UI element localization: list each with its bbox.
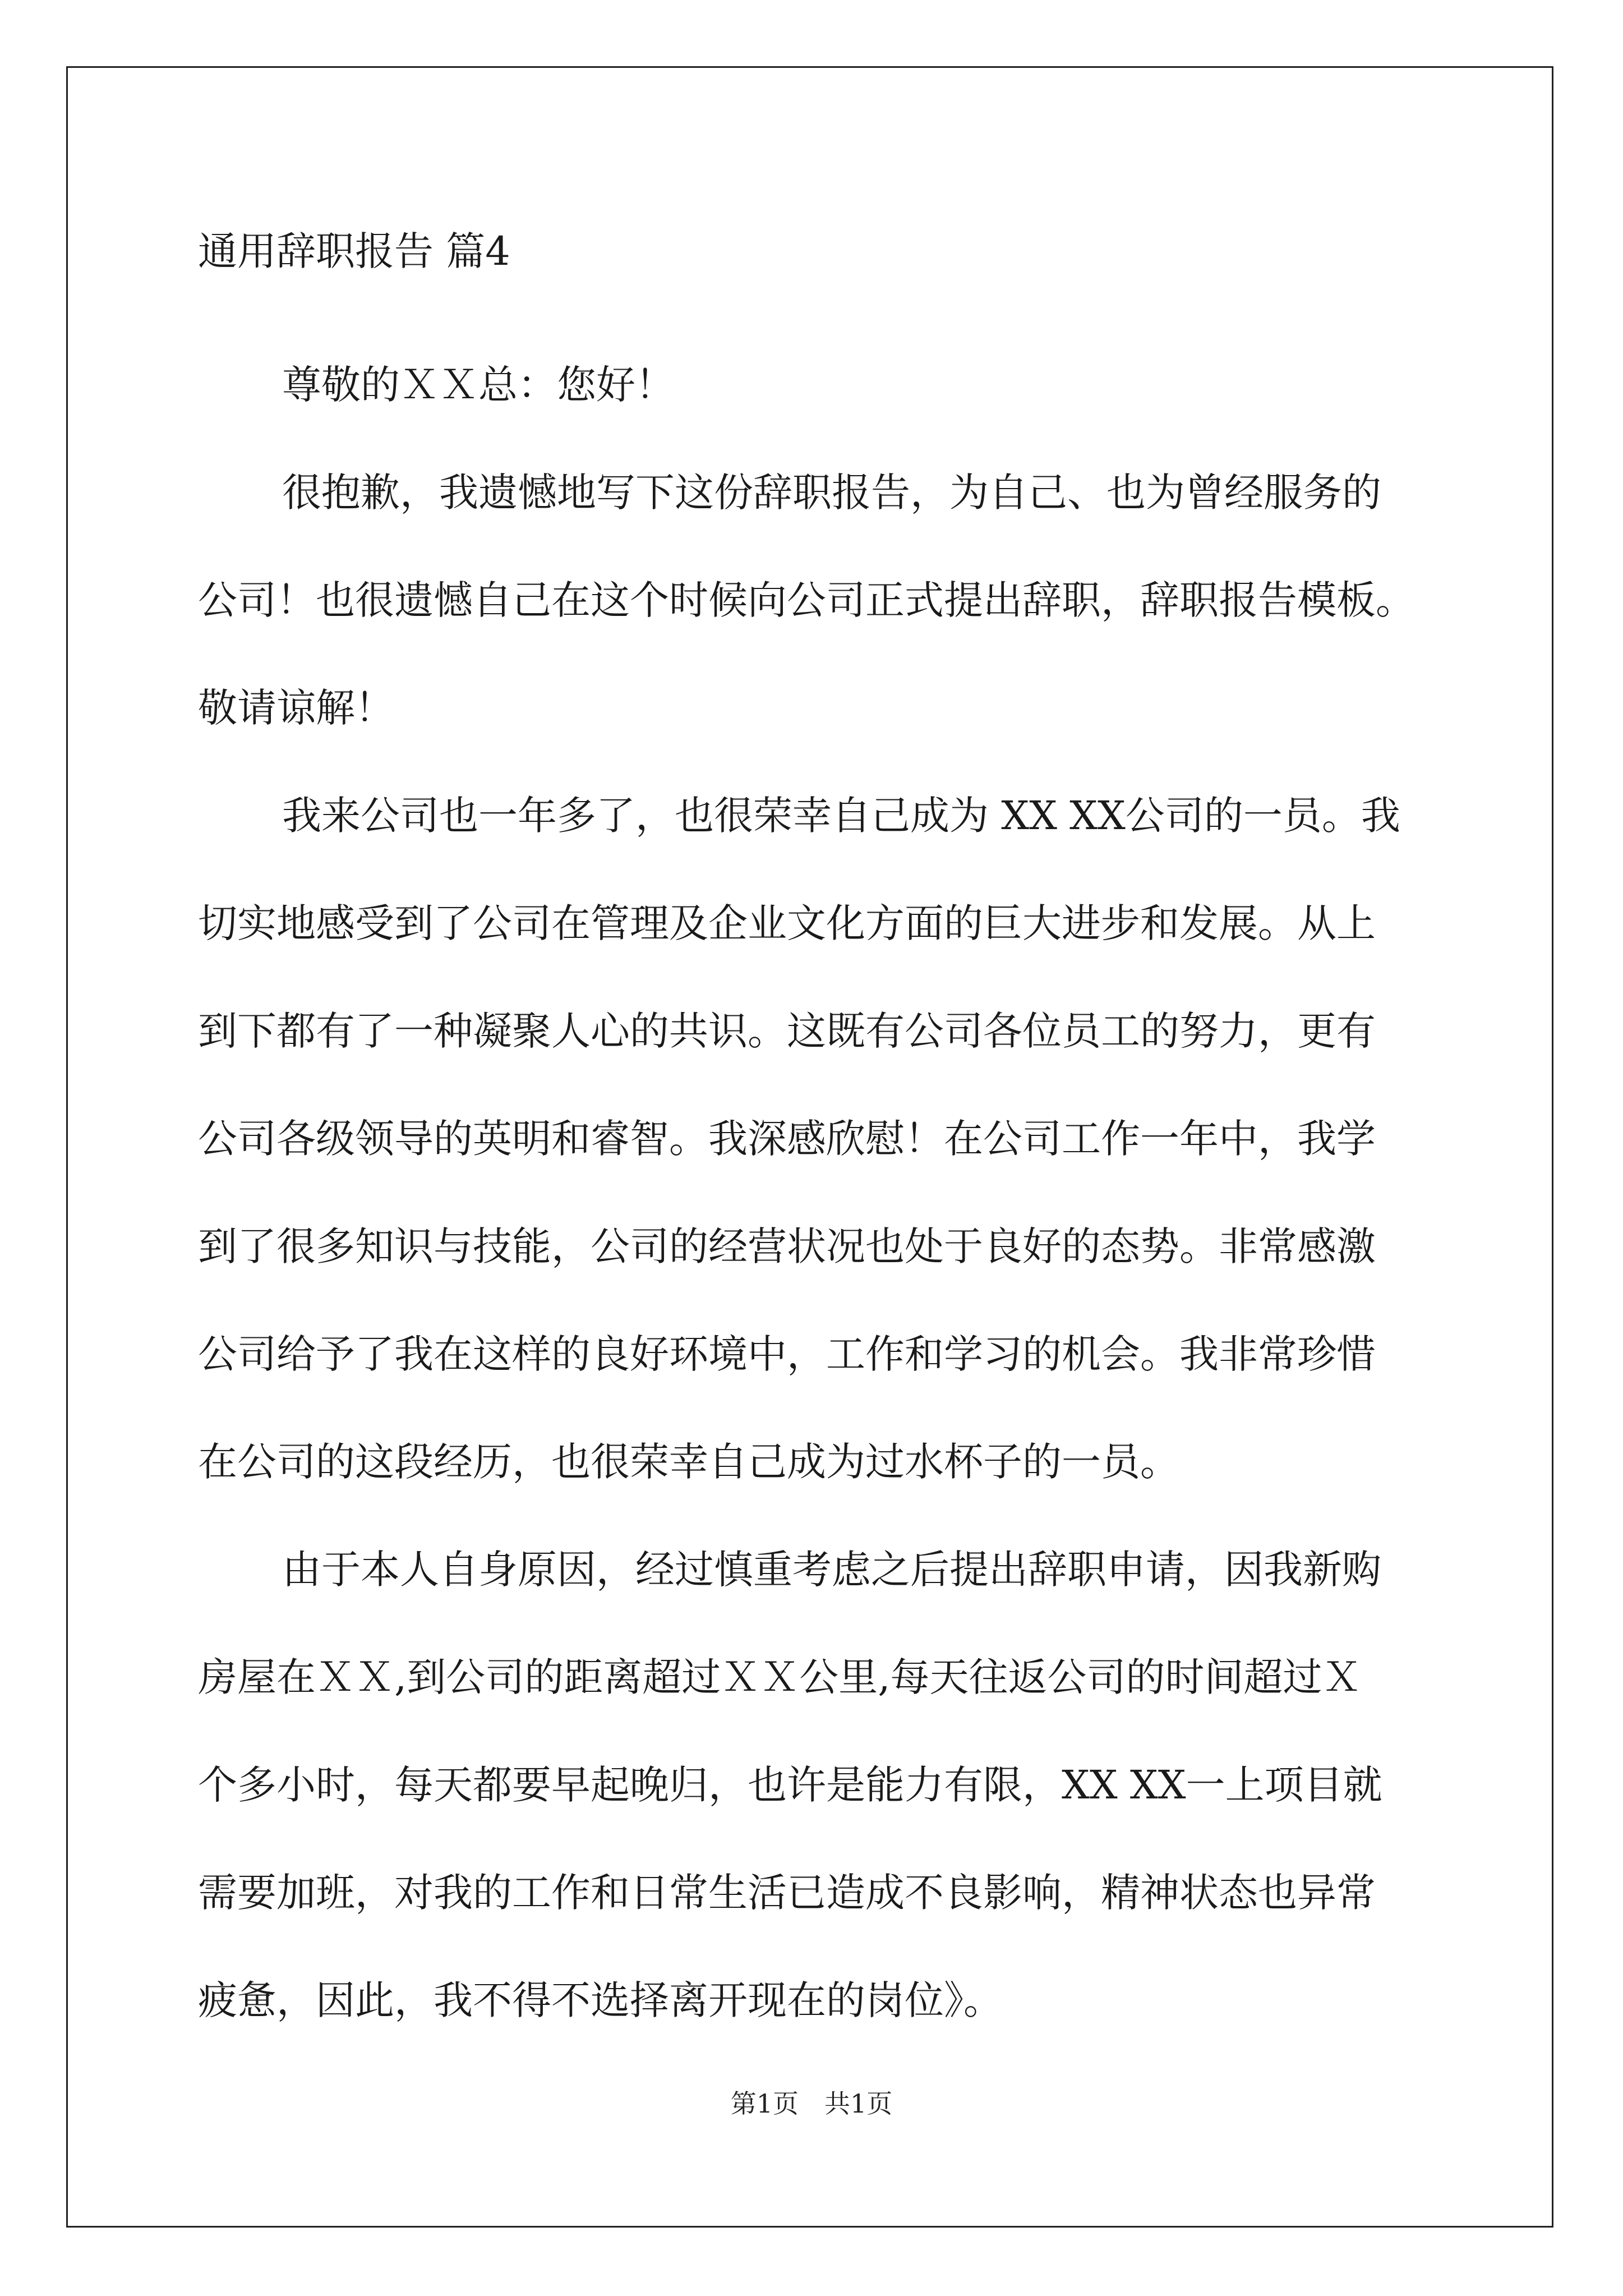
paragraph-line: 到下都有了一种凝聚人心的共识。这既有公司各位员工的努力，更有: [198, 1008, 1376, 1054]
paragraph-line: 我来公司也一年多了，也很荣幸自己成为 XX XX公司的一员。我: [282, 793, 1400, 839]
paragraph: [198, 439, 1432, 762]
paragraph: [198, 331, 1432, 439]
paragraph-line: 在公司的这段经历，也很荣幸自己成为过水杯子的一员。: [198, 1439, 1179, 1485]
paragraph-line: 疲惫，因此，我不得不选择离开现在的岗位》。: [198, 1977, 1003, 2023]
paragraph-list: [198, 331, 1432, 2054]
paragraph-line: 房屋在ＸＸ,到公司的距离超过ＸＸ公里,每天往返公司的时间超过Ｘ: [198, 1654, 1362, 1700]
page-footer: 第1页 共1页: [730, 2088, 893, 2119]
paragraph: [198, 1516, 1432, 2054]
paragraph-line: 公司给予了我在这样的良好环境中，工作和学习的机会。我非常珍惜: [198, 1331, 1376, 1377]
paragraph-line: 切实地感受到了公司在管理及企业文化方面的巨大进步和发展。从上: [198, 900, 1376, 946]
paragraph-line: 公司！也很遗憾自己在这个时候向公司正式提出辞职，辞职报告模板。: [198, 577, 1415, 623]
paragraph-line: 个多小时，每天都要早起晚归，也许是能力有限，XX XX一上项目就: [198, 1762, 1382, 1808]
document-body: [198, 223, 1432, 2054]
paragraph-line: 敬请谅解！: [198, 685, 394, 731]
paragraph-line: 尊敬的ＸＸ总：您好！: [282, 362, 675, 408]
paragraph-line: 公司各级领导的英明和睿智。我深感欣慰！在公司工作一年中，我学: [198, 1116, 1376, 1162]
paragraph-line: 到了很多知识与技能，公司的经营状况也处于良好的态势。非常感激: [198, 1223, 1376, 1269]
paragraph: [198, 762, 1432, 1516]
paragraph-line: 需要加班，对我的工作和日常生活已造成不良影响，精神状态也异常: [198, 1870, 1376, 1916]
paragraph-line: 很抱歉，我遗憾地写下这份辞职报告，为自己、也为曾经服务的: [282, 470, 1381, 516]
paragraph-line: 由于本人自身原因，经过慎重考虑之后提出辞职申请，因我新购: [282, 1547, 1381, 1593]
document-title: 通用辞职报告 篇4: [198, 228, 510, 274]
